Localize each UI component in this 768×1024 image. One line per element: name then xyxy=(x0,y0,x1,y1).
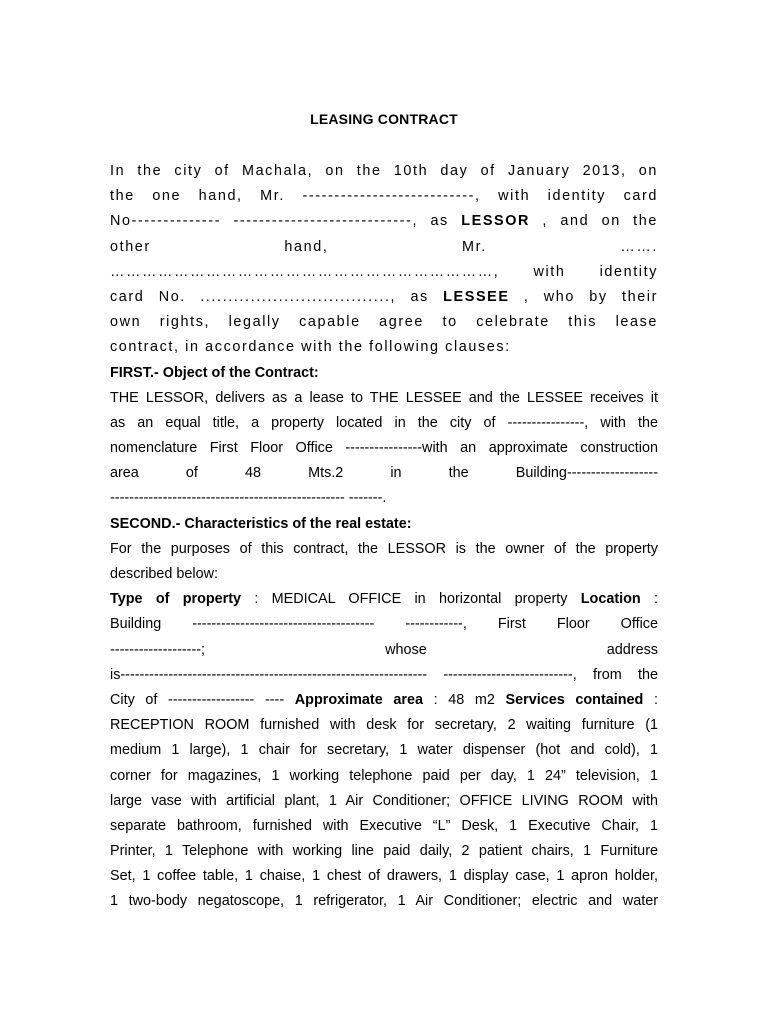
area-label: Approximate area xyxy=(294,691,423,708)
document-body xyxy=(110,159,658,915)
intro-line-3-text: No-------------- ----------------------------, as xyxy=(110,213,462,230)
intro-line-7: own rights, legally capable agree to celebrate this lease xyxy=(110,314,658,331)
building-line: Building -------------------------------------- ------------, First Floor Office xyxy=(110,616,658,633)
first-line-5: ------------------------------------------------- -------. xyxy=(110,490,387,507)
services-line-5: separate bathroom, furnished with Executive “L” Desk, 1 Executive Chair, 1 xyxy=(110,817,658,834)
second-clause-heading: SECOND.- Characteristics of the real estate: xyxy=(110,515,412,532)
location-colon: : xyxy=(640,591,659,608)
intro-line-6-text: card No. .................................., as xyxy=(110,288,444,305)
second-line-2: described below: xyxy=(110,566,218,582)
whose-address-line: -------------------; whose address xyxy=(110,641,658,658)
services-line-2: medium 1 large), 1 chair for secretary, 1 water dispenser (hot and cold), 1 xyxy=(110,742,658,759)
city-area-line xyxy=(110,688,658,713)
services-line-3: corner for magazines, 1 working telephone paid per day, 1 24” television, 1 xyxy=(110,767,658,784)
intro-line-5: ………………………………………………………………, with identity xyxy=(110,263,658,280)
intro-line-6 xyxy=(110,285,658,310)
document-title: LEASING CONTRACT xyxy=(310,111,458,127)
services-line-7: Set, 1 coffee table, 1 chaise, 1 chest of drawers, 1 display case, 1 apron holder, xyxy=(110,868,658,885)
services-line-8: 1 two-body negatoscope, 1 refrigerator, 1 Air Conditioner; electric and water xyxy=(110,893,658,910)
services-line-4: large vase with artificial plant, 1 Air Conditioner; OFFICE LIVING ROOM with xyxy=(110,792,658,809)
lessor-label: LESSOR xyxy=(461,213,531,230)
services-label: Services contained xyxy=(505,691,644,708)
type-label: Type of property xyxy=(110,591,242,608)
area-value: : 48 m2 xyxy=(422,691,506,708)
intro-line-2: the one hand, Mr. ---------------------------, with identity card xyxy=(110,188,658,205)
intro-line-4: other hand, Mr. ……. xyxy=(110,238,658,255)
type-value: : MEDICAL OFFICE in horizontal property xyxy=(241,591,581,608)
intro-line-1: In the city of Machala, on the 10th day of January 2013, on xyxy=(110,163,658,179)
first-line-2: as an equal title, a property located in the city of ----------------, with the xyxy=(110,414,658,431)
city-prefix: City of ------------------ ---- xyxy=(110,691,295,708)
type-of-property-line xyxy=(110,587,658,612)
intro-line-3-tail: , and on the xyxy=(530,213,658,230)
second-line-1: For the purposes of this contract, the LESSOR is the owner of the property xyxy=(110,540,658,557)
intro-line-6-tail: , who by their xyxy=(509,288,658,305)
intro-line-8: contract, in accordance with the following clauses: xyxy=(110,339,511,356)
first-clause-heading: FIRST.- Object of the Contract: xyxy=(110,364,319,381)
first-line-1: THE LESSOR, delivers as a lease to THE LESSEE and the LESSEE receives it xyxy=(110,389,658,406)
first-line-3: nomenclature First Floor Office ----------------with an approximate construction xyxy=(110,440,658,457)
location-label: Location xyxy=(580,591,641,608)
intro-line-3 xyxy=(110,209,658,234)
address-line: is---------------------------------------------------------------- ---------------------------, from the xyxy=(110,666,658,683)
services-line-6: Printer, 1 Telephone with working line paid daily, 2 patient chairs, 1 Furniture xyxy=(110,843,658,860)
lessee-label: LESSEE xyxy=(443,288,510,305)
first-line-4: area of 48 Mts.2 in the Building------------------- xyxy=(110,465,658,482)
services-colon: : xyxy=(643,691,658,708)
services-line-1: RECEPTION ROOM furnished with desk for secretary, 2 waiting furniture (1 xyxy=(110,717,658,734)
